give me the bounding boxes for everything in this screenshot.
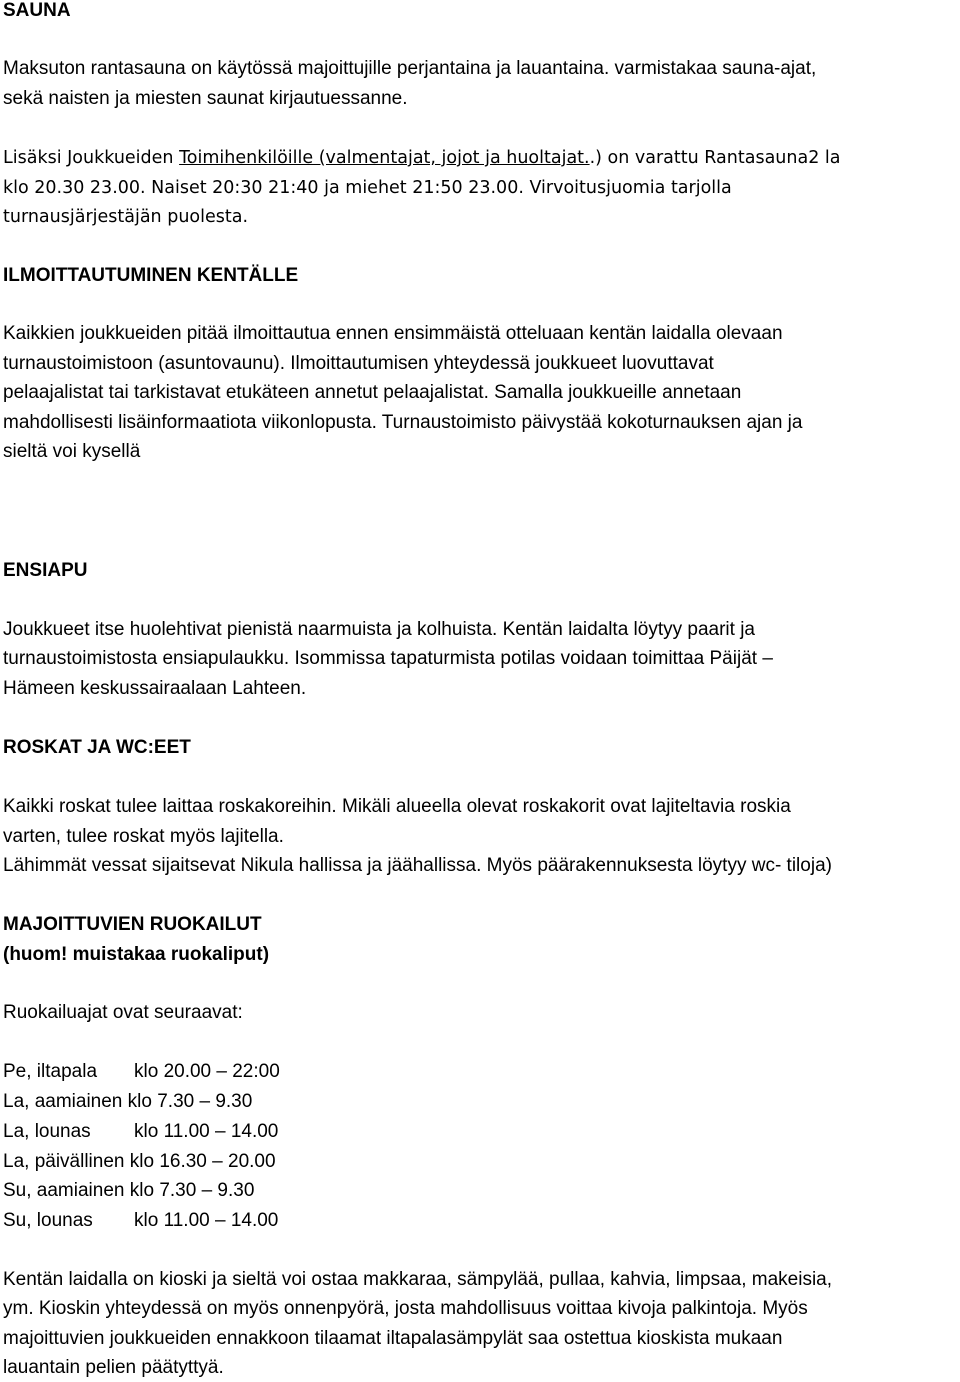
sauna-paragraph-line: klo 20.30 23.00. Naiset 20:30 21:40 ja miehet 21:50 23.00. Virvoitusjuomia tarjolla (3, 178, 732, 198)
kioski-line: Kentän laidalla on kioski ja sieltä voi ostaa makkaraa, sämpylää, pullaa, kahvia, limpsaa, makeisia, (3, 1269, 833, 1290)
roskat-line: Lähimmät vessat sijaitsevat Nikula hallissa ja jäähallissa. Myös päärakennuksesta löytyy wc- tiloja) (3, 855, 832, 876)
ilmoittautuminen-heading: ILMOITTAUTUMINEN KENTÄLLE (3, 265, 299, 286)
ensiapu-line: Joukkueet itse huolehtivat pienistä naarmuista ja kolhuista. Kentän laidalta löytyy paarit ja (3, 619, 755, 640)
meal-row (3, 1179, 254, 1203)
meal-time: klo 16.30 – 20.00 (129, 1151, 276, 1172)
ruokailut-subheading: (huom! muistakaa ruokaliput) (3, 944, 270, 965)
meal-row (3, 1150, 276, 1174)
meal-time: klo 11.00 – 14.00 (134, 1121, 279, 1142)
ensiapu-line: Hämeen keskussairaalaan Lahteen. (3, 678, 307, 699)
ensiapu-line: turnaustoimistosta ensiapulaukku. Isommissa tapaturmista potilas voidaan toimittaa Päijät – (3, 648, 773, 669)
ruokailut-intro: Ruokailuajat ovat seuraavat: (3, 1002, 243, 1023)
meal-name: La, lounas (3, 1121, 91, 1142)
meal-row (3, 1060, 280, 1084)
meal-time: klo 7.30 – 9.30 (129, 1180, 255, 1201)
sauna-paragraph-line: Maksuton rantasauna on käytössä majoittujille perjantaina ja lauantaina. varmistakaa sauna-ajat, (3, 58, 817, 79)
meal-row (3, 1120, 278, 1144)
roskat-heading: ROSKAT JA WC:EET (3, 737, 191, 758)
meal-time: klo 11.00 – 14.00 (134, 1210, 279, 1231)
sauna-paragraph-line: turnausjärjestäjän puolesta. (3, 207, 249, 227)
roskat-line: varten, tulee roskat myös lajitella. (3, 826, 284, 847)
ilmoittautuminen-line: pelaajalistat tai tarkistavat etukäteen annetut pelaajalistat. Samalla joukkueille annetaan (3, 382, 742, 403)
sauna-paragraph-line (3, 146, 841, 170)
kioski-line: ym. Kioskin yhteydessä on myös onnenpyörä, josta mahdollisuus voittaa kivoja palkintoja. Myös (3, 1298, 808, 1319)
toimihenkilot-link[interactable]: Toimihenkilöille (valmentajat, jojot ja huoltajat. (179, 148, 590, 168)
sauna-text: .) on varattu Rantasauna2 la (589, 148, 841, 168)
meal-row (3, 1090, 252, 1114)
roskat-line: Kaikki roskat tulee laittaa roskakoreihin. Mikäli alueella olevat roskakorit ovat lajiteltavia roskia (3, 796, 791, 817)
ilmoittautuminen-line: Kaikkien joukkueiden pitää ilmoittautua ennen ensimmäistä otteluaan kentän laidalla olevaan (3, 323, 783, 344)
meal-row (3, 1209, 278, 1233)
kioski-line: majoittuvien joukkueiden ennakkoon tilaamat iltapalasämpylät saa ostettua kioskista mukaan (3, 1328, 783, 1349)
meal-time: klo 7.30 – 9.30 (127, 1091, 253, 1112)
ilmoittautuminen-line: mahdollisesti lisäinformaatiota viikonlopusta. Turnaustoimisto päivystää kokoturnauksen ajan ja (3, 412, 803, 433)
sauna-heading: SAUNA (3, 0, 71, 21)
ilmoittautuminen-line: turnaustoimistoon (asuntovaunu). Ilmoittautumisen yhteydessä joukkueet luovuttavat (3, 353, 714, 374)
meal-name: Pe, iltapala (3, 1061, 98, 1082)
kioski-line: lauantain pelien päätyttyä. (3, 1357, 224, 1378)
meal-name: La, aamiainen (3, 1091, 128, 1112)
meal-name: La, päivällinen (3, 1151, 130, 1172)
meal-name: Su, lounas (3, 1210, 93, 1231)
sauna-text: Lisäksi Joukkueiden (3, 148, 180, 168)
ilmoittautuminen-line: sieltä voi kysellä (3, 441, 141, 462)
meal-name: Su, aamiainen (3, 1180, 130, 1201)
ensiapu-heading: ENSIAPU (3, 560, 88, 581)
sauna-paragraph-line: sekä naisten ja miesten saunat kirjautuessanne. (3, 88, 408, 109)
ruokailut-heading: MAJOITTUVIEN RUOKAILUT (3, 914, 262, 935)
meal-time: klo 20.00 – 22:00 (134, 1061, 280, 1082)
